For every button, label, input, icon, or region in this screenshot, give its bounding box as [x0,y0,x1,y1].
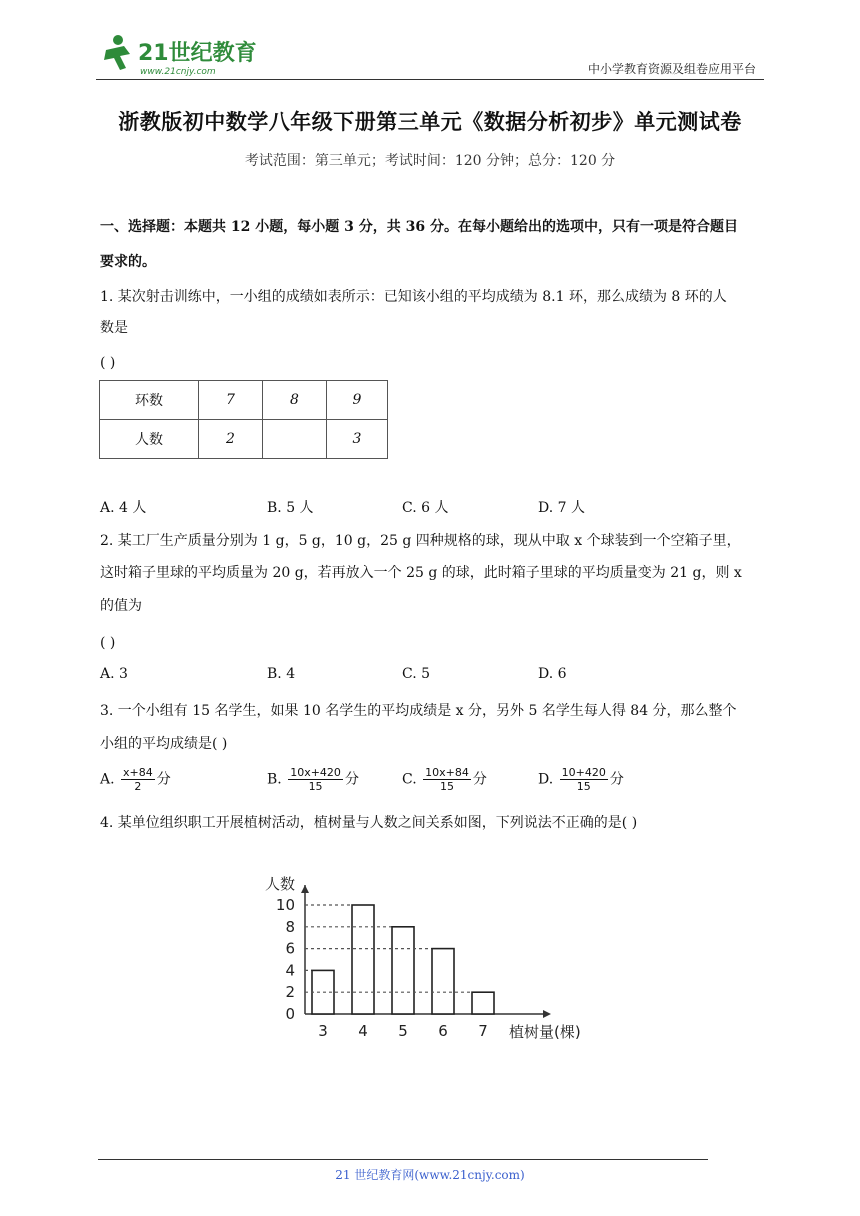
numerator: 10x+420 [290,766,341,779]
q1-answer-paren: ( ) [100,355,116,371]
y-axis-arrow [301,885,309,893]
bar [352,905,374,1014]
numerator: 10+420 [561,766,606,779]
header-divider [96,79,764,80]
numerator: x+84 [123,766,153,779]
x-tick-label: 3 [318,1022,328,1040]
q1-line1: 1. 某次射击训练中，一小组的成绩如表所示：已知该小组的平均成绩为 8.1 环，那么成绩为 8 环的人 [100,289,727,305]
tree-planting-bar-chart [255,862,605,1052]
q2-option-c: C. 5 [402,666,431,682]
q3-option-a [100,766,171,793]
denominator: 15 [576,780,591,793]
fraction [423,766,471,793]
table-row [100,420,388,459]
table-row [100,381,388,420]
unit: 分 [156,771,171,788]
table-cell: 3 [327,420,388,459]
header-platform-text: 中小学教育资源及组卷应用平台 [587,62,756,76]
y-tick-label: 4 [285,961,295,980]
x-tick-label: 7 [478,1022,488,1040]
q3-line1: 3. 一个小组有 15 名学生，如果 10 名学生的平均成绩是 x 分，另外 5 名学生每人得 84 分，那么整个 [100,703,737,719]
q1-line2: 数是 [100,320,128,336]
q1-option-c: C. 6 人 [402,500,449,516]
option-label: A. [100,771,115,788]
page-title: 浙教版初中数学八年级下册第三单元《数据分析初步》单元测试卷 [118,109,742,134]
footer-divider [98,1159,708,1160]
q1-option-b: B. 5 人 [267,500,314,516]
table-cell: 9 [327,381,388,420]
fraction [560,766,608,793]
unit: 分 [609,771,624,788]
q2-line2: 这时箱子里球的平均质量为 20 g，若再放入一个 25 g 的球，此时箱子里球的平均质量变为 21 g，则 x [100,565,742,581]
q3-option-b [267,766,359,793]
fraction [121,766,155,793]
x-tick-label: 4 [358,1022,368,1040]
q2-line1: 2. 某工厂生产质量分别为 1 g，5 g，10 g，25 g 四种规格的球，现从中取 x 个球装到一个空箱子里， [100,533,741,549]
x-tick-label: 5 [398,1022,408,1040]
exam-info: 考试范围：第三单元；考试时间：120 分钟；总分：120 分 [244,153,616,169]
q2-answer-paren: ( ) [100,635,116,651]
q3-line2: 小组的平均成绩是( ) [100,736,228,752]
table-cell [263,420,327,459]
table-cell: 环数 [100,381,199,420]
section-heading-line2: 要求的。 [100,254,156,270]
logo-text: 21世纪教育 [138,41,257,66]
y-tick-label: 0 [285,1005,295,1023]
denominator: 15 [439,780,454,793]
q3-option-d [538,766,624,793]
table-cell: 7 [199,381,263,420]
q4-line1: 4. 某单位组织职工开展植树活动，植树量与人数之间关系如图，下列说法不正确的是( ) [100,815,638,831]
denominator: 2 [134,780,142,793]
x-tick-label: 6 [438,1022,448,1040]
denominator: 15 [308,780,323,793]
q1-option-d: D. 7 人 [538,500,585,516]
unit: 分 [344,771,359,788]
y-tick-label: 2 [285,983,295,1002]
table-cell: 人数 [100,420,199,459]
x-axis-label: 植树量(棵) [509,1023,581,1041]
q2-option-a: A. 3 [100,666,128,682]
option-label: C. [402,771,417,788]
table-cell: 8 [263,381,327,420]
site-logo [96,32,266,78]
unit: 分 [472,771,487,788]
y-tick-label: 8 [285,917,295,936]
y-tick-label: 10 [275,896,295,914]
table-cell: 2 [199,420,263,459]
q1-option-a: A. 4 人 [100,500,147,516]
bar [472,992,494,1014]
q2-line3: 的值为 [100,598,142,614]
y-axis-label: 人数 [265,875,296,893]
bar [392,927,414,1014]
q1-score-table [99,380,388,459]
bar [432,949,454,1014]
logo-url: www.21cnjy.com [140,67,216,77]
option-label: B. [267,771,282,788]
q2-option-b: B. 4 [267,666,296,682]
section-heading-line1: 一、选择题：本题共 12 小题，每小题 3 分，共 36 分。在每小题给出的选项中，只有一项是符合题目 [100,219,738,235]
q2-option-d: D. 6 [538,666,567,682]
y-tick-label: 6 [285,939,295,958]
x-axis-arrow [543,1010,551,1018]
fraction [288,766,343,793]
numerator: 10x+84 [425,766,469,779]
footer-text: 21 世纪教育网(www.21cnjy.com) [335,1168,525,1182]
q3-option-c [402,766,487,793]
option-label: D. [538,771,554,788]
